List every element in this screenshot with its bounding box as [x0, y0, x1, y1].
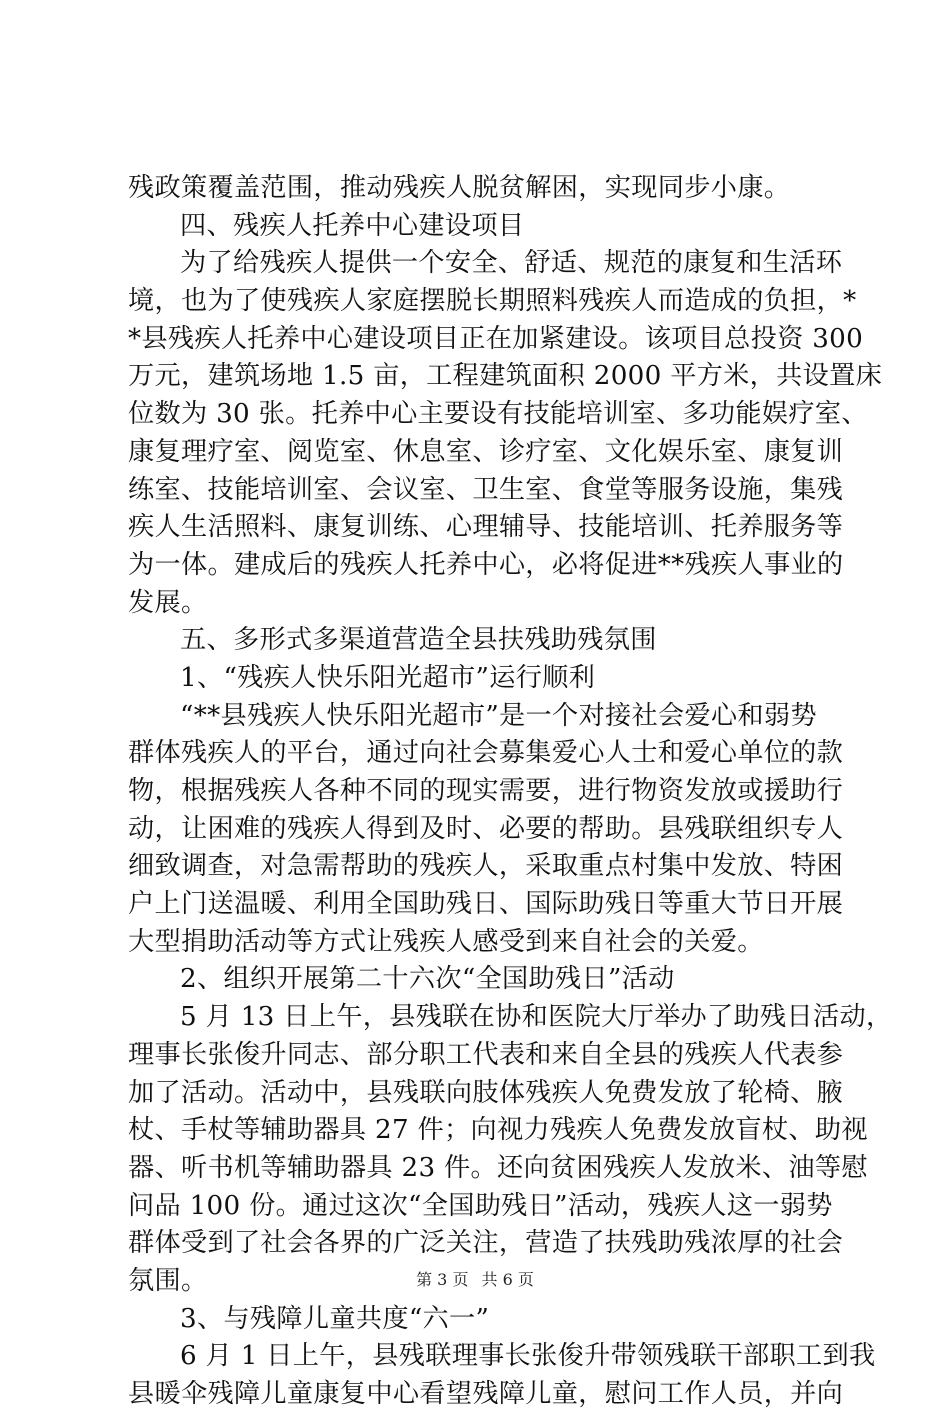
- text-line: 发展。: [128, 587, 208, 618]
- text-line: 五、多形式多渠道营造全县扶残助残氛围: [180, 625, 657, 656]
- text-line: 6 月 1 日上午，县残联理事长张俊升带领残联干部职工到我: [180, 1341, 876, 1372]
- text-line: 细致调查，对急需帮助的残疾人，采取重点村集中发放、特困: [128, 851, 844, 882]
- text-line: 康复理疗室、阅览室、休息室、诊疗室、文化娱乐室、康复训: [128, 436, 844, 467]
- document-body: [128, 170, 893, 1414]
- text-line: 5 月 13 日上午，县残联在协和医院大厅举办了助残日活动，: [180, 1002, 893, 1033]
- text-line: 位数为 30 张。托养中心主要设有技能培训室、多功能娱疗室、: [128, 399, 868, 430]
- text-line: 境，也为了使残疾人家庭摆脱长期照料残疾人而造成的负担，*: [128, 286, 857, 317]
- text-line: 氛围。: [128, 1265, 208, 1296]
- text-line: 疾人生活照料、康复训练、心理辅导、技能培训、托养服务等: [128, 512, 844, 543]
- page-number: 第 3 页: [416, 1270, 469, 1289]
- page-total: 共 6 页: [481, 1270, 534, 1289]
- text-line: 动，让困难的残疾人得到及时、必要的帮助。县残联组织专人: [128, 813, 844, 844]
- text-line: 1、“残疾人快乐阳光超市”运行顺利: [180, 662, 596, 693]
- text-line: 练室、技能培训室、会议室、卫生室、食堂等服务设施，集残: [128, 474, 844, 505]
- text-line: 3、与残障儿童共度“六一”: [180, 1303, 490, 1334]
- text-line: 万元，建筑场地 1.5 亩，工程建筑面积 2000 平方米，共设置床: [128, 361, 883, 392]
- page-footer: [0, 1270, 950, 1290]
- text-line: 问品 100 份。通过这次“全国助残日”活动，残疾人这一弱势: [128, 1190, 833, 1221]
- text-line: 2、组织开展第二十六次“全国助残日”活动: [180, 964, 675, 995]
- text-line: 为一体。建成后的残疾人托养中心，必将促进**残疾人事业的: [128, 549, 844, 580]
- text-line: *县残疾人托养中心建设项目正在加紧建设。该项目总投资 300: [128, 323, 864, 354]
- text-line: 器、听书机等辅助器具 23 件。还向贫困残疾人发放米、油等慰: [128, 1152, 868, 1183]
- text-line: 四、残疾人托养中心建设项目: [180, 210, 525, 241]
- text-line: 理事长张俊升同志、部分职工代表和来自全县的残疾人代表参: [128, 1039, 844, 1070]
- text-line: 群体残疾人的平台，通过向社会募集爱心人士和爱心单位的款: [128, 738, 844, 769]
- text-line: 残政策覆盖范围，推动残疾人脱贫解困，实现同步小康。: [128, 173, 791, 203]
- text-line: 加了活动。活动中，县残联向肢体残疾人免费发放了轮椅、腋: [128, 1077, 844, 1108]
- text-line: 杖、手杖等辅助器具 27 件；向视力残疾人免费发放盲杖、助视: [128, 1115, 868, 1146]
- text-line: 县暖伞残障儿童康复中心看望残障儿童，慰问工作人员，并向: [128, 1379, 844, 1409]
- text-line: 为了给残疾人提供一个安全、舒适、规范的康复和生活环: [180, 248, 843, 279]
- text-line: 户上门送温暖、利用全国助残日、国际助残日等重大节日开展: [128, 889, 844, 920]
- text-line: “**县残疾人快乐阳光超市”是一个对接社会爱心和弱势: [180, 700, 817, 731]
- text-line: 大型捐助活动等方式让残疾人感受到来自社会的关爱。: [128, 926, 764, 957]
- text-line: 群体受到了社会各界的广泛关注，营造了扶残助残浓厚的社会: [128, 1228, 844, 1259]
- text-line: 物，根据残疾人各种不同的现实需要，进行物资发放或援助行: [128, 776, 844, 806]
